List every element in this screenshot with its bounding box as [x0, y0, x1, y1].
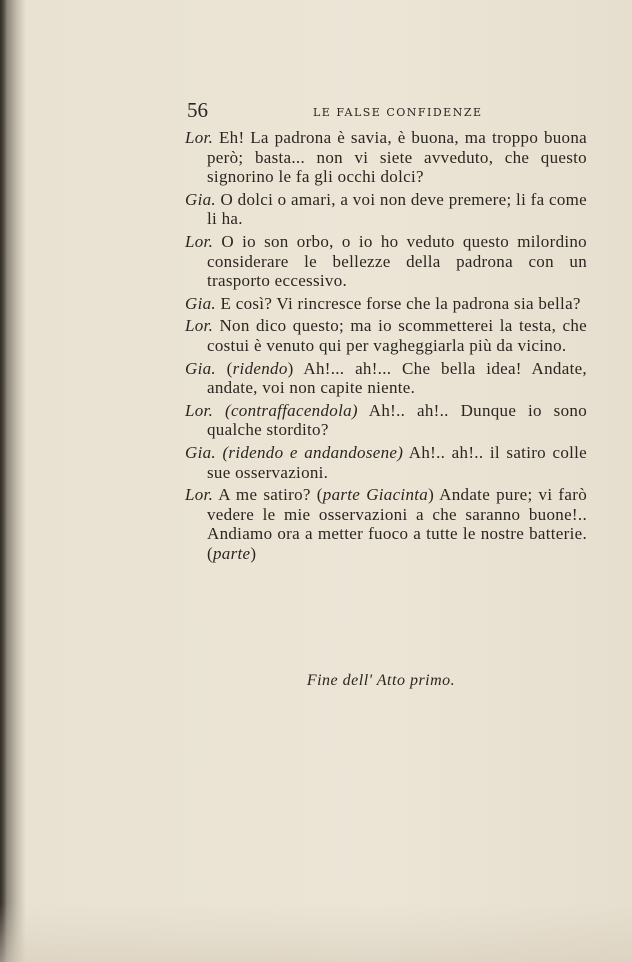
dialogue-line [185, 401, 587, 440]
speech-text: ) [250, 543, 257, 563]
page-bottom-edge [0, 902, 632, 962]
dialogue-line [185, 485, 587, 563]
running-title: LE FALSE CONFIDENZE [313, 106, 483, 119]
stage-direction: ridendo [232, 358, 288, 378]
page-header [187, 98, 587, 124]
act-ending: Fine dell' Atto primo. [306, 672, 456, 689]
speaker-label: Gia. [185, 293, 216, 313]
page-number: 56 [187, 98, 208, 122]
stage-direction: (ridendo e andandosene) [222, 442, 404, 462]
speech-text: E così? Vi rincresce forse che la padrona sia bella? [220, 293, 581, 313]
dialogue-line [185, 359, 587, 398]
speaker-label: Lor. [185, 485, 214, 505]
speaker-label: Lor. [185, 231, 214, 251]
speaker-label: Gia. [185, 358, 216, 378]
speech-text: A me satiro? ( [218, 485, 323, 505]
speaker-label: Gia. [185, 189, 216, 209]
speaker-label: Gia. [185, 442, 216, 462]
speech-text: Ah!.. ah!.. il satiro colle sue osservazioni. [207, 442, 588, 482]
speaker-label: Lor. [185, 400, 214, 420]
dialogue-line [185, 316, 587, 355]
stage-direction: (contraffacendola) [224, 400, 358, 420]
gutter-shadow [0, 0, 26, 962]
stage-direction: parte Giacinta [322, 485, 429, 505]
speech-text: ) Ah!... ah!... Che bella idea! Andate, andate, voi non capite niente. [207, 358, 587, 398]
speech-text: O dolci o amari, a voi non deve premere; li fa come li ha. [207, 189, 588, 229]
speech-text: Non dico questo; ma io scommetterei la testa, che costui è venuto qui per vagheggiarla più da vicino. [207, 316, 587, 355]
dialogue-body [185, 128, 587, 566]
dialogue-line [185, 190, 587, 229]
speech-text: Ah!.. ah!.. Dunque io sono qualche stordito? [207, 400, 587, 440]
speaker-label: Lor. [185, 316, 214, 336]
stage-direction: parte [212, 543, 251, 563]
speech-text: ) Andate pure; vi farò vedere le mie osservazioni a che saranno buone!.. Andiamo ora a metter fuoco a tutte le nostre batterie. ( [207, 485, 587, 563]
speaker-label: Lor. [185, 128, 214, 147]
dialogue-line [185, 232, 587, 291]
dialogue-line [185, 294, 587, 314]
speech-text: O io son orbo, o io ho veduto questo milordino considerare le bellezze della padrona con un trasporto eccessivo. [207, 231, 587, 291]
dialogue-line [185, 128, 587, 187]
speech-text: Eh! La padrona è savia, è buona, ma troppo buona però; basta... non vi siete avveduto, che questo signorino le fa gli occhi dolci? [207, 128, 587, 187]
speech-text: ( [226, 358, 233, 378]
dialogue-line [185, 443, 587, 482]
